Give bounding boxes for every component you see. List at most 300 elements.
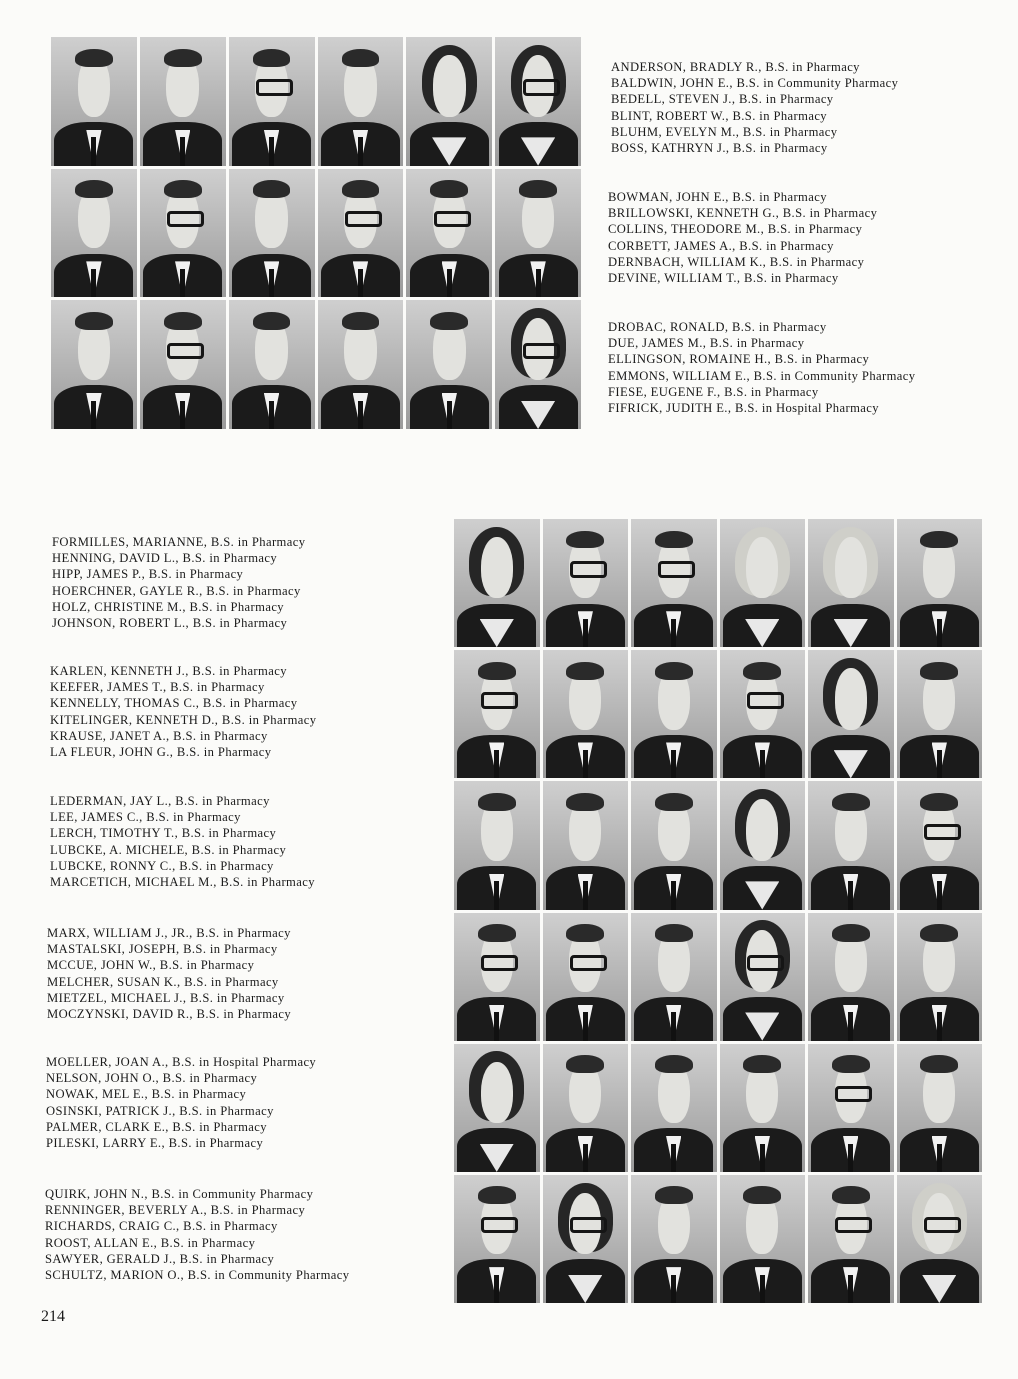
- student-name: LUBCKE, A. MICHELE,: [50, 842, 189, 857]
- portrait-tie: [583, 1144, 588, 1172]
- student-degree: B.S. in Pharmacy: [146, 810, 241, 825]
- bottom-name-block-3: [50, 793, 315, 890]
- student-degree: B.S. in Pharmacy: [731, 320, 827, 334]
- student-portrait: [897, 913, 983, 1041]
- student-entry: [611, 140, 898, 156]
- student-portrait: [631, 650, 717, 778]
- student-portrait: [454, 1175, 540, 1303]
- portrait-glasses: [256, 79, 293, 95]
- student-name: HOLZ, CHRISTINE M.,: [52, 599, 186, 614]
- portrait-tie: [494, 750, 499, 778]
- student-portrait: [720, 650, 806, 778]
- student-portrait: [720, 781, 806, 909]
- portrait-hair: [164, 312, 202, 330]
- student-degree: B.S. in Pharmacy: [732, 141, 828, 156]
- student-degree: B.S. in Pharmacy: [179, 858, 274, 873]
- student-entry: [52, 599, 305, 615]
- student-name: BRILLOWSKI, KENNETH G.,: [608, 206, 780, 221]
- portrait-tie: [760, 1144, 765, 1172]
- student-degree: B.S. in Pharmacy: [179, 1251, 275, 1266]
- student-entry: [46, 1119, 316, 1135]
- student-portrait: [720, 1175, 806, 1303]
- portrait-hair: [478, 662, 516, 680]
- student-degree: B.S. in Pharmacy: [765, 60, 860, 74]
- portrait-hair: [920, 531, 958, 549]
- student-portrait: [51, 300, 137, 429]
- student-entry: [47, 974, 291, 990]
- student-entry: [50, 744, 316, 760]
- portrait-hair: [655, 531, 693, 549]
- student-name: LA FLEUR, JOHN G.,: [50, 745, 174, 760]
- portrait-glasses: [924, 1217, 961, 1233]
- portrait-hair: [519, 180, 557, 198]
- student-entry: [52, 534, 305, 550]
- portrait-tie: [671, 750, 676, 778]
- portrait-tie: [848, 1144, 853, 1172]
- student-entry: [46, 1070, 316, 1086]
- student-portrait: [406, 37, 492, 166]
- student-portrait: [631, 1175, 717, 1303]
- portrait-head: [433, 55, 466, 117]
- portrait-hair: [655, 1186, 693, 1204]
- top-name-block-1: [611, 59, 898, 156]
- portrait-hair: [832, 1186, 870, 1204]
- portrait-glasses: [570, 561, 607, 577]
- portrait-tie: [269, 401, 274, 429]
- portrait-glasses: [747, 692, 784, 708]
- portrait-head: [481, 1062, 513, 1124]
- portrait-tie: [447, 401, 452, 429]
- portrait-hair: [743, 1186, 781, 1204]
- student-name: BALDWIN, JOHN E.,: [611, 76, 733, 91]
- portrait-hair: [75, 312, 113, 330]
- student-name: MOELLER, JOAN A.,: [46, 1055, 169, 1069]
- student-portrait: [897, 650, 983, 778]
- student-portrait: [897, 1044, 983, 1172]
- student-entry: [608, 205, 877, 221]
- student-name: BLINT, ROBERT W.,: [611, 108, 729, 123]
- student-degree: B.S. in Pharmacy: [724, 384, 819, 399]
- student-name: FORMILLES, MARIANNE,: [52, 535, 208, 549]
- portrait-tie: [937, 881, 942, 909]
- student-degree: B.S. in Pharmacy: [196, 1007, 292, 1022]
- student-portrait: [808, 519, 894, 647]
- student-portrait: [229, 169, 315, 298]
- student-name: ROOST, ALLAN E.,: [45, 1235, 158, 1250]
- student-entry: [611, 108, 898, 124]
- portrait-tie: [494, 1012, 499, 1040]
- student-name: PILESKI, LARRY E.,: [46, 1136, 166, 1151]
- student-portrait: [454, 781, 540, 909]
- student-portrait: [140, 169, 226, 298]
- student-name: QUIRK, JOHN N.,: [45, 1187, 148, 1201]
- student-entry: [52, 550, 305, 566]
- student-entry: [611, 124, 898, 140]
- student-name: BLUHM, EVELYN M.,: [611, 124, 740, 139]
- student-portrait: [808, 781, 894, 909]
- student-degree: B.S. in Pharmacy: [162, 1071, 258, 1086]
- student-name: MELCHER, SUSAN K.,: [47, 974, 181, 989]
- portrait-tie: [583, 1012, 588, 1040]
- portrait-head: [835, 537, 867, 599]
- portrait-hair: [75, 180, 113, 198]
- portrait-tie: [494, 1275, 499, 1303]
- student-degree: B.S. in Pharmacy: [192, 664, 287, 678]
- student-portrait: [808, 1044, 894, 1172]
- portrait-hair: [920, 662, 958, 680]
- student-entry: [50, 874, 315, 890]
- portrait-hair: [655, 1055, 693, 1073]
- student-degree: B.S. in Pharmacy: [191, 842, 287, 857]
- student-name: MIETZEL, MICHAEL J.,: [47, 990, 187, 1005]
- student-name: DERNBACH, WILLIAM K.,: [608, 254, 767, 269]
- student-portrait: [543, 1175, 629, 1303]
- portrait-tie: [760, 1275, 765, 1303]
- student-degree: B.S. in Pharmacy: [210, 1203, 306, 1218]
- student-degree: B.S. in Pharmacy: [189, 599, 285, 614]
- portrait-tie: [536, 269, 541, 297]
- portrait-tie: [583, 881, 588, 909]
- student-degree: B.S. in Pharmacy: [179, 1103, 274, 1118]
- portrait-glasses: [481, 692, 518, 708]
- student-entry: [50, 679, 316, 695]
- student-portrait: [454, 650, 540, 778]
- student-degree: B.S. in Pharmacy: [738, 92, 834, 107]
- student-name: BEDELL, STEVEN J.,: [611, 92, 736, 107]
- student-name: KITELINGER, KENNETH D.,: [50, 712, 219, 727]
- student-entry: [46, 1054, 316, 1070]
- student-portrait: [897, 1175, 983, 1303]
- student-name: FIESE, EUGENE F.,: [608, 384, 721, 399]
- student-portrait: [495, 169, 581, 298]
- student-entry: [52, 615, 305, 631]
- student-entry: [45, 1218, 349, 1234]
- bottom-name-block-4: [47, 925, 291, 1022]
- portrait-hair: [832, 924, 870, 942]
- student-entry: [611, 91, 898, 107]
- student-name: CORBETT, JAMES A.,: [608, 238, 736, 253]
- student-entry: [50, 793, 315, 809]
- portrait-glasses: [481, 1217, 518, 1233]
- student-entry: [50, 663, 316, 679]
- student-entry: [608, 238, 877, 254]
- portrait-glasses: [523, 343, 560, 359]
- student-degree: B.S. in Pharmacy: [769, 254, 865, 269]
- student-name: MARCETICH, MICHAEL M.,: [50, 875, 217, 890]
- student-name: OSINSKI, PATRICK J.,: [46, 1103, 176, 1118]
- portrait-hair: [566, 1055, 604, 1073]
- student-entry: [52, 583, 305, 599]
- student-degree: B.S. in Pharmacy: [189, 990, 285, 1005]
- student-portrait: [318, 300, 404, 429]
- portrait-tie: [671, 881, 676, 909]
- student-entry: [46, 1103, 316, 1119]
- student-entry: [608, 221, 877, 237]
- student-portrait: [720, 519, 806, 647]
- student-degree: B.S. in Hospital Pharmacy: [734, 401, 879, 416]
- portrait-tie: [671, 1275, 676, 1303]
- student-entry: [608, 270, 877, 286]
- student-portrait: [808, 913, 894, 1041]
- student-entry: [50, 842, 315, 858]
- portrait-hair: [832, 793, 870, 811]
- student-degree: B.S. in Pharmacy: [202, 696, 298, 711]
- student-degree: B.S. in Pharmacy: [206, 583, 301, 598]
- portrait-hair: [743, 662, 781, 680]
- student-degree: B.S. in Community Pharmacy: [151, 1187, 314, 1201]
- student-entry: [50, 858, 315, 874]
- student-portrait: [631, 913, 717, 1041]
- student-entry: [47, 941, 291, 957]
- portrait-tie: [583, 619, 588, 647]
- student-portrait: [631, 1044, 717, 1172]
- student-portrait: [140, 37, 226, 166]
- student-degree: B.S. in Pharmacy: [732, 108, 828, 123]
- student-portrait: [51, 37, 137, 166]
- student-name: LUBCKE, RONNY C.,: [50, 858, 176, 873]
- student-entry: [611, 75, 898, 91]
- bottom-photo-grid: [454, 519, 982, 1303]
- student-name: DROBAC, RONALD,: [608, 320, 729, 334]
- portrait-glasses: [167, 343, 204, 359]
- student-name: MOCZYNSKI, DAVID R.,: [47, 1007, 193, 1022]
- student-degree: B.S. in Community Pharmacy: [753, 368, 916, 383]
- portrait-hair: [566, 662, 604, 680]
- portrait-hair: [75, 49, 113, 67]
- portrait-tie: [937, 1144, 942, 1172]
- student-degree: B.S. in Pharmacy: [172, 1119, 267, 1134]
- student-degree: B.S. in Pharmacy: [742, 124, 838, 139]
- student-portrait: [543, 781, 629, 909]
- student-name: KRAUSE, JANET A.,: [50, 728, 170, 743]
- student-degree: B.S. in Pharmacy: [767, 222, 863, 237]
- student-degree: B.S. in Pharmacy: [196, 926, 291, 940]
- portrait-tie: [91, 137, 96, 165]
- student-entry: [47, 990, 291, 1006]
- portrait-hair: [920, 1055, 958, 1073]
- student-portrait: [897, 519, 983, 647]
- bottom-name-block-2: [50, 663, 316, 760]
- portrait-glasses: [658, 561, 695, 577]
- top-photo-grid: [51, 37, 581, 429]
- portrait-hair: [430, 180, 468, 198]
- student-portrait: [720, 913, 806, 1041]
- portrait-glasses: [835, 1086, 872, 1102]
- student-entry: [50, 712, 316, 728]
- portrait-tie: [180, 269, 185, 297]
- portrait-hair: [253, 312, 291, 330]
- student-name: FIFRICK, JUDITH E.,: [608, 401, 732, 416]
- student-entry: [47, 957, 291, 973]
- portrait-tie: [848, 1012, 853, 1040]
- student-name: HENNING, DAVID L.,: [52, 551, 179, 566]
- student-degree: B.S. in Pharmacy: [782, 206, 878, 221]
- student-entry: [45, 1186, 349, 1202]
- portrait-hair: [478, 924, 516, 942]
- portrait-tie: [937, 619, 942, 647]
- student-name: MCCUE, JOHN W.,: [47, 958, 157, 973]
- student-degree: B.S. in Pharmacy: [210, 535, 306, 549]
- portrait-tie: [180, 401, 185, 429]
- student-degree: B.S. in Pharmacy: [221, 712, 317, 727]
- student-degree: B.S. in Pharmacy: [192, 616, 288, 631]
- portrait-hair: [920, 793, 958, 811]
- portrait-hair: [655, 793, 693, 811]
- student-entry: [45, 1202, 349, 1218]
- portrait-glasses: [345, 211, 382, 227]
- portrait-tie: [671, 1012, 676, 1040]
- student-name: HOERCHNER, GAYLE R.,: [52, 583, 203, 598]
- portrait-tie: [848, 881, 853, 909]
- student-portrait: [51, 169, 137, 298]
- student-portrait: [543, 650, 629, 778]
- student-portrait: [543, 519, 629, 647]
- portrait-tie: [937, 750, 942, 778]
- portrait-tie: [848, 1275, 853, 1303]
- student-entry: [45, 1267, 349, 1283]
- portrait-tie: [583, 750, 588, 778]
- student-portrait: [897, 781, 983, 909]
- portrait-glasses: [523, 79, 560, 95]
- student-name: KENNELLY, THOMAS C.,: [50, 696, 200, 711]
- student-degree: B.S. in Pharmacy: [183, 942, 278, 957]
- student-entry: [50, 728, 316, 744]
- student-name: SAWYER, GERALD J.,: [45, 1251, 177, 1266]
- portrait-hair: [743, 1055, 781, 1073]
- student-degree: B.S. in Pharmacy: [148, 567, 244, 582]
- student-degree: B.S. in Pharmacy: [774, 352, 870, 367]
- student-entry: [608, 400, 916, 416]
- student-name: JOHNSON, ROBERT L.,: [52, 616, 190, 631]
- portrait-hair: [478, 793, 516, 811]
- portrait-hair: [832, 1055, 870, 1073]
- student-entry: [608, 254, 877, 270]
- student-entry: [50, 825, 315, 841]
- student-degree: B.S. in Pharmacy: [181, 826, 277, 841]
- student-degree: B.S. in Pharmacy: [151, 1087, 247, 1102]
- portrait-glasses: [570, 955, 607, 971]
- student-degree: B.S. in Pharmacy: [160, 1235, 256, 1250]
- portrait-hair: [253, 49, 291, 67]
- student-degree: B.S. in Pharmacy: [159, 958, 255, 973]
- student-entry: [608, 335, 916, 351]
- portrait-hair: [478, 1186, 516, 1204]
- student-degree: B.S. in Pharmacy: [184, 974, 279, 989]
- portrait-tie: [447, 269, 452, 297]
- portrait-hair: [253, 180, 291, 198]
- student-portrait: [406, 300, 492, 429]
- portrait-tie: [358, 269, 363, 297]
- student-name: LEDERMAN, JAY L.,: [50, 794, 172, 808]
- portrait-hair: [655, 924, 693, 942]
- student-degree: B.S. in Pharmacy: [173, 728, 268, 743]
- student-name: DUE, JAMES M.,: [608, 336, 707, 351]
- student-name: KEEFER, JAMES T.,: [50, 680, 167, 695]
- student-degree: B.S. in Pharmacy: [168, 1136, 264, 1151]
- student-entry: [50, 809, 315, 825]
- portrait-hair: [164, 49, 202, 67]
- student-degree: B.S. in Pharmacy: [175, 794, 270, 808]
- student-name: RENNINGER, BEVERLY A.,: [45, 1203, 208, 1218]
- portrait-hair: [342, 49, 380, 67]
- student-name: NELSON, JOHN O.,: [46, 1071, 160, 1086]
- page-number: 214: [41, 1308, 65, 1325]
- portrait-tie: [269, 269, 274, 297]
- student-degree: B.S. in Community Pharmacy: [736, 76, 899, 91]
- portrait-hair: [655, 662, 693, 680]
- student-name: KARLEN, KENNETH J.,: [50, 664, 189, 678]
- student-degree: B.S. in Hospital Pharmacy: [172, 1055, 317, 1069]
- portrait-hair: [920, 924, 958, 942]
- student-entry: [45, 1251, 349, 1267]
- student-entry: [608, 384, 916, 400]
- portrait-glasses: [924, 824, 961, 840]
- portrait-tie: [269, 137, 274, 165]
- portrait-tie: [180, 137, 185, 165]
- portrait-hair: [342, 312, 380, 330]
- student-degree: B.S. in Pharmacy: [220, 875, 315, 890]
- portrait-head: [835, 668, 867, 730]
- student-portrait: [454, 1044, 540, 1172]
- student-name: BOWMAN, JOHN E.,: [608, 190, 729, 204]
- student-entry: [50, 695, 316, 711]
- student-name: MASTALSKI, JOSEPH,: [47, 942, 180, 957]
- student-portrait: [454, 913, 540, 1041]
- portrait-tie: [91, 269, 96, 297]
- portrait-hair: [342, 180, 380, 198]
- student-name: LEE, JAMES C.,: [50, 810, 143, 825]
- student-portrait: [229, 300, 315, 429]
- student-name: BOSS, KATHRYN J.,: [611, 141, 730, 156]
- bottom-name-block-6: [45, 1186, 349, 1283]
- bottom-name-block-5: [46, 1054, 316, 1151]
- portrait-hair: [164, 180, 202, 198]
- student-degree: B.S. in Community Pharmacy: [187, 1268, 350, 1283]
- student-entry: [608, 319, 916, 335]
- student-portrait: [454, 519, 540, 647]
- portrait-hair: [566, 793, 604, 811]
- student-degree: B.S. in Pharmacy: [709, 336, 805, 351]
- portrait-tie: [937, 1012, 942, 1040]
- student-name: ANDERSON, BRADLY R.,: [611, 60, 762, 74]
- student-portrait: [720, 1044, 806, 1172]
- student-name: EMMONS, WILLIAM E.,: [608, 368, 751, 383]
- student-entry: [47, 1006, 291, 1022]
- portrait-glasses: [481, 955, 518, 971]
- student-name: NOWAK, MEL E.,: [46, 1087, 149, 1102]
- student-entry: [608, 368, 916, 384]
- student-portrait: [808, 1175, 894, 1303]
- student-entry: [608, 351, 916, 367]
- student-entry: [52, 566, 305, 582]
- portrait-hair: [566, 924, 604, 942]
- student-entry: [47, 925, 291, 941]
- student-name: HIPP, JAMES P.,: [52, 567, 146, 582]
- student-name: MARX, WILLIAM J., JR.,: [47, 926, 193, 940]
- student-portrait: [229, 37, 315, 166]
- student-name: SCHULTZ, MARION O.,: [45, 1268, 185, 1283]
- student-portrait: [495, 37, 581, 166]
- student-portrait: [495, 300, 581, 429]
- portrait-glasses: [747, 955, 784, 971]
- student-entry: [46, 1086, 316, 1102]
- student-portrait: [808, 650, 894, 778]
- student-portrait: [631, 519, 717, 647]
- portrait-glasses: [167, 211, 204, 227]
- portrait-head: [746, 799, 778, 861]
- student-degree: B.S. in Pharmacy: [739, 238, 834, 253]
- student-name: PALMER, CLARK E.,: [46, 1119, 169, 1134]
